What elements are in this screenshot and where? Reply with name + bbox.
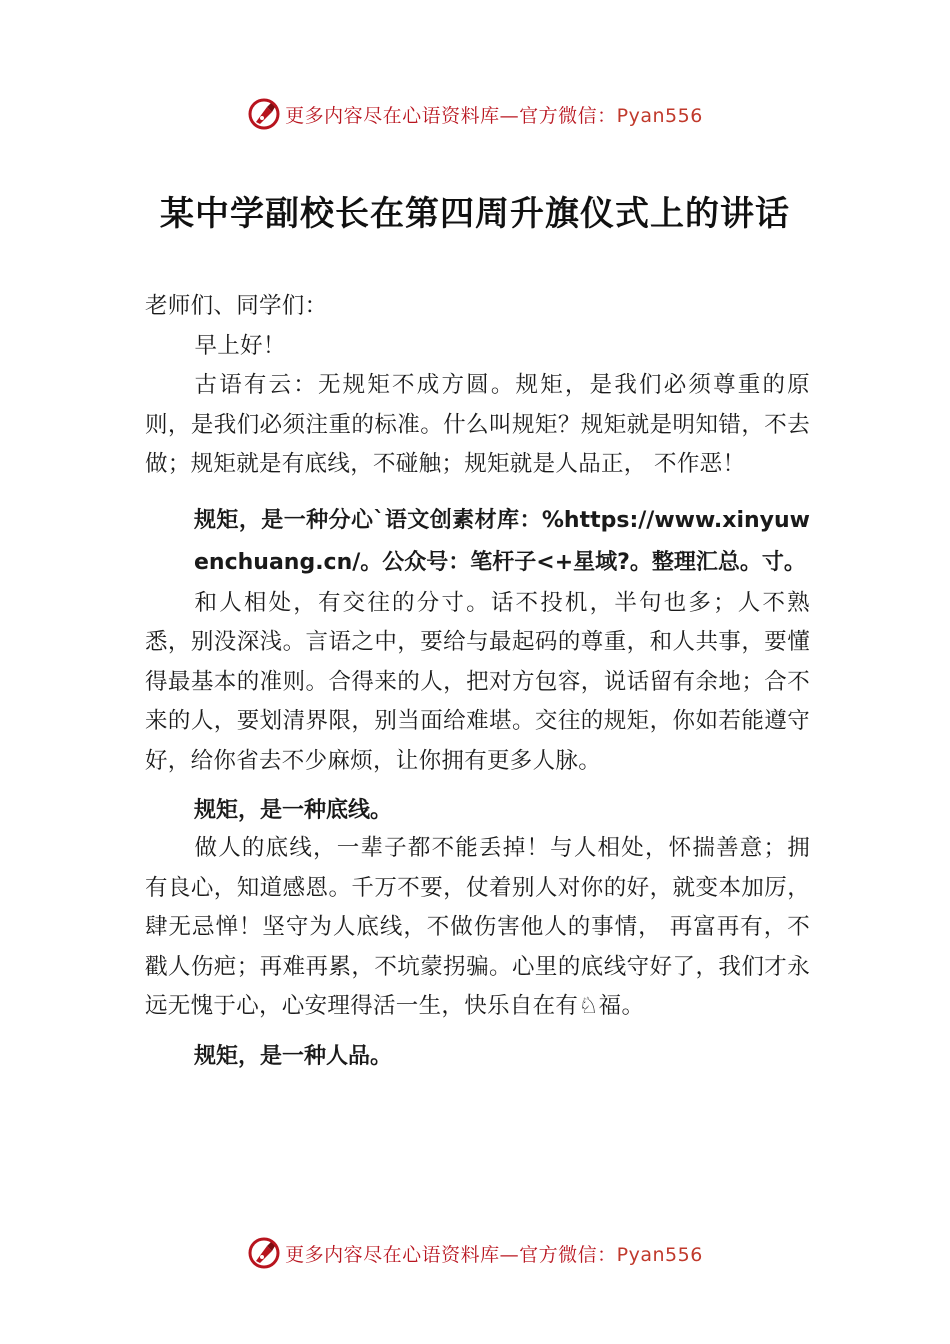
header-watermark-banner [0,94,950,134]
section-body-1: 和人相处，有交往的分寸。话不投机，半句也多；人不熟悉，别没深浅。言语之中，要给与最起码的尊重，和人共事，要懂得最基本的准则。合得来的人，把对方包容，说话留有余地；合不来的人，要划清界限，别当面给难堪。交往的规矩，你如若能遵守好，给你省去不少麻烦，让你拥有更多人脉。 [145,589,810,774]
section-heading-2: 规矩，是一种底线。 [194,798,393,823]
wechat-id: Pyan556 [616,1243,703,1266]
intro-paragraph: 古语有云：无规矩不成方圆。规矩，是我们必须尊重的原则，是我们必须注重的标准。什么叫规矩？规矩就是明知错，不去做；规矩就是有底线，不碰触；规矩就是人品正， 不作恶！ [145,372,810,477]
document-title: 某中学副校长在第四周升旗仪式上的讲话 [160,194,790,234]
pen-nib-logo-icon [247,1236,281,1270]
section-heading-1: 规矩，是一种分心`语文创素材库：%https://www.xinyuwenchuang.cn/。公众号：笔杆子<+星域?。整理汇总。寸。 [194,507,810,575]
section-body-2: 做人的底线，一辈子都不能丢掉！与人相处，怀揣善意；拥有良心，知道感恩。千万不要，仗着别人对你的好，就变本加厉，肆无忌惮！坚守为人底线，不做伤害他人的事情， 再富再有，不戳人伤疤；再难再累，不坑蒙拐骗。心里的底线守好了，我们才永远无愧于心，心安理得活一生，快乐自在有♘福。 [145,835,810,1019]
footer-watermark-banner [0,1233,950,1273]
banner-text: 更多内容尽在心语资料库—官方微信：Pyan556 [285,1243,703,1266]
salutation: 老师们、同学们： [145,293,328,319]
banner-text: 更多内容尽在心语资料库—官方微信：Pyan556 [285,104,703,127]
greeting: 早上好！ [194,332,286,359]
section-heading-3: 规矩，是一种人品。 [194,1043,393,1069]
document-body [145,287,810,1075]
pen-nib-logo-icon [247,97,281,131]
wechat-id: Pyan556 [616,104,703,127]
